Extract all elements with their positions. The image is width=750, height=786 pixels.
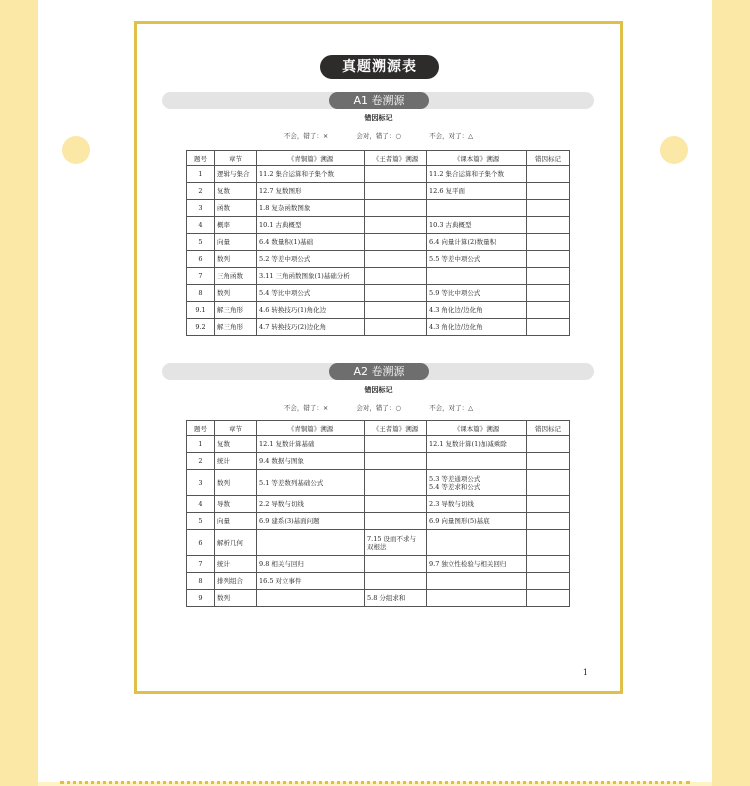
cell-king-source: [365, 251, 427, 268]
cell-king-source: 7.15 设而不求与 双根法: [365, 530, 427, 556]
cell-error-mark: [527, 436, 570, 453]
table-header-a1: [187, 151, 570, 166]
cell-bronze-source: 3.11 三角函数图象(1)基础分析: [257, 268, 365, 285]
cell-error-mark: [527, 268, 570, 285]
error-mark-heading-a2: 错因标记: [364, 385, 393, 394]
cell-king-source: [365, 285, 427, 302]
cell-chapter: 解三角形: [215, 302, 257, 319]
cell-question-no: 1: [187, 436, 215, 453]
cell-king-source: [365, 234, 427, 251]
cell-bronze-source: 12.7 复数图形: [257, 183, 365, 200]
cell-error-mark: [527, 573, 570, 590]
cell-error-mark: [527, 496, 570, 513]
cell-question-no: 7: [187, 556, 215, 573]
right-notch: [660, 136, 688, 164]
cell-error-mark: [527, 530, 570, 556]
table-header-a2: [187, 421, 570, 436]
cell-question-no: 4: [187, 496, 215, 513]
cell-chapter: 数列: [215, 251, 257, 268]
header-question-no: 题号: [187, 421, 215, 436]
cell-textbook-source: 9.7 独立性检验与相关回归: [427, 556, 527, 573]
table-row: [187, 302, 570, 319]
cell-king-source: [365, 513, 427, 530]
cell-error-mark: [527, 217, 570, 234]
cell-king-source: [365, 319, 427, 336]
cell-textbook-source: [427, 573, 527, 590]
cell-bronze-source: 5.2 等差中项公式: [257, 251, 365, 268]
cell-textbook-source: 4.3 角化边/边化角: [427, 319, 527, 336]
cell-king-source: [365, 183, 427, 200]
cell-bronze-source: 4.6 转换技巧(1)角化边: [257, 302, 365, 319]
page-title: 真题溯源表: [320, 55, 439, 79]
legend-a2: [137, 403, 620, 412]
cell-question-no: 6: [187, 530, 215, 556]
cell-chapter: 函数: [215, 200, 257, 217]
cell-question-no: 3: [187, 200, 215, 217]
cell-textbook-source: [427, 200, 527, 217]
header-bronze-source: 《青铜篇》溯源: [257, 151, 365, 166]
cell-king-source: [365, 217, 427, 234]
cell-chapter: 数列: [215, 470, 257, 496]
header-error-mark: 错因标记: [527, 421, 570, 436]
cell-textbook-source: 5.3 等差通项公式 5.4 等差求和公式: [427, 470, 527, 496]
cell-textbook-source: 6.9 向量图形(5)基底: [427, 513, 527, 530]
cell-error-mark: [527, 200, 570, 217]
table-row: [187, 319, 570, 336]
cell-king-source: [365, 453, 427, 470]
cell-textbook-source: 10.3 古典概型: [427, 217, 527, 234]
cell-bronze-source: [257, 590, 365, 607]
document-page: [134, 21, 623, 694]
cell-textbook-source: 6.4 向量计算(2)数量积: [427, 234, 527, 251]
table-row: [187, 436, 570, 453]
cell-king-source: [365, 573, 427, 590]
section-bar-a2: [162, 363, 594, 380]
cell-bronze-source: 16.5 对立事件: [257, 573, 365, 590]
cell-king-source: [365, 436, 427, 453]
header-king-source: 《王者篇》溯源: [365, 151, 427, 166]
cell-chapter: 解析几何: [215, 530, 257, 556]
table-row: [187, 268, 570, 285]
table-body-a2: [187, 436, 570, 607]
cell-chapter: 数列: [215, 590, 257, 607]
section-title-a2: A2 卷溯源: [329, 363, 429, 380]
cell-question-no: 8: [187, 285, 215, 302]
cell-king-source: [365, 166, 427, 183]
cell-bronze-source: 1.8 复杂函数图象: [257, 200, 365, 217]
cell-king-source: [365, 556, 427, 573]
table-row: [187, 200, 570, 217]
table-row: [187, 453, 570, 470]
cell-textbook-source: 4.3 角化边/边化角: [427, 302, 527, 319]
legend-item: 不会，错了：×: [283, 132, 329, 140]
cell-bronze-source: 5.1 等差数列基础公式: [257, 470, 365, 496]
cell-textbook-source: [427, 453, 527, 470]
cell-bronze-source: 6.9 建系(3)基面问题: [257, 513, 365, 530]
cell-chapter: 向量: [215, 513, 257, 530]
cell-question-no: 5: [187, 234, 215, 251]
cell-question-no: 5: [187, 513, 215, 530]
cell-error-mark: [527, 302, 570, 319]
cell-bronze-source: 4.7 转换技巧(2)边化角: [257, 319, 365, 336]
cell-error-mark: [527, 285, 570, 302]
cell-textbook-source: 2.3 导数与切线: [427, 496, 527, 513]
left-border-strip: [0, 0, 38, 786]
cell-textbook-source: 5.5 等差中项公式: [427, 251, 527, 268]
cell-question-no: 2: [187, 453, 215, 470]
cell-king-source: [365, 200, 427, 217]
cell-error-mark: [527, 590, 570, 607]
cell-question-no: 3: [187, 470, 215, 496]
cell-question-no: 4: [187, 217, 215, 234]
table-row: [187, 251, 570, 268]
table-row: [187, 530, 570, 556]
cell-question-no: 9: [187, 590, 215, 607]
legend-item: 会对，错了：○: [356, 404, 402, 412]
header-chapter: 章节: [215, 151, 257, 166]
cell-bronze-source: [257, 530, 365, 556]
table-row: [187, 234, 570, 251]
cell-question-no: 9.2: [187, 319, 215, 336]
cell-chapter: 三角函数: [215, 268, 257, 285]
header-question-no: 题号: [187, 151, 215, 166]
legend-a1: [137, 131, 620, 140]
cell-error-mark: [527, 513, 570, 530]
cell-question-no: 6: [187, 251, 215, 268]
table-row: [187, 285, 570, 302]
bottom-dotted-line: [60, 781, 690, 784]
cell-chapter: 逻辑与集合: [215, 166, 257, 183]
cell-error-mark: [527, 234, 570, 251]
header-textbook-source: 《课本篇》溯源: [427, 421, 527, 436]
cell-bronze-source: 2.2 导数与切线: [257, 496, 365, 513]
cell-error-mark: [527, 470, 570, 496]
cell-king-source: [365, 496, 427, 513]
cell-king-source: [365, 470, 427, 496]
table-row: [187, 573, 570, 590]
cell-chapter: 复数: [215, 183, 257, 200]
header-textbook-source: 《课本篇》溯源: [427, 151, 527, 166]
cell-bronze-source: 12.1 复数计算基础: [257, 436, 365, 453]
table-body-a1: [187, 166, 570, 336]
cell-bronze-source: 9.8 相关与回归: [257, 556, 365, 573]
error-mark-heading-a1: 错因标记: [364, 113, 393, 122]
table-row: [187, 470, 570, 496]
legend-item: 不会，对了：△: [429, 404, 474, 412]
header-chapter: 章节: [215, 421, 257, 436]
table-row: [187, 513, 570, 530]
cell-chapter: 概率: [215, 217, 257, 234]
cell-king-source: [365, 302, 427, 319]
legend-item: 会对，错了：○: [356, 132, 402, 140]
header-king-source: 《王者篇》溯源: [365, 421, 427, 436]
cell-bronze-source: 10.1 古典概型: [257, 217, 365, 234]
legend-item: 不会，错了：×: [283, 404, 329, 412]
table-row: [187, 556, 570, 573]
cell-textbook-source: 12.1 复数计算(1)加减乘除: [427, 436, 527, 453]
header-error-mark: 错因标记: [527, 151, 570, 166]
legend-item: 不会，对了：△: [429, 132, 474, 140]
cell-textbook-source: 12.6 复平面: [427, 183, 527, 200]
cell-textbook-source: [427, 590, 527, 607]
table-row: [187, 496, 570, 513]
cell-chapter: 数列: [215, 285, 257, 302]
cell-error-mark: [527, 453, 570, 470]
section-bar-a1: [162, 92, 594, 109]
table-row: [187, 183, 570, 200]
cell-chapter: 向量: [215, 234, 257, 251]
right-border-strip: [712, 0, 750, 786]
cell-textbook-source: 11.2 集合运算和子集个数: [427, 166, 527, 183]
source-table-a2: [186, 420, 570, 607]
cell-chapter: 解三角形: [215, 319, 257, 336]
cell-chapter: 复数: [215, 436, 257, 453]
cell-bronze-source: 9.4 数据与图象: [257, 453, 365, 470]
cell-question-no: 7: [187, 268, 215, 285]
cell-chapter: 统计: [215, 556, 257, 573]
header-bronze-source: 《青铜篇》溯源: [257, 421, 365, 436]
cell-textbook-source: [427, 530, 527, 556]
source-table-a1: [186, 150, 570, 336]
cell-textbook-source: 5.9 等比中项公式: [427, 285, 527, 302]
page-number: 1: [582, 668, 588, 677]
cell-error-mark: [527, 251, 570, 268]
cell-error-mark: [527, 319, 570, 336]
section-title-a1: A1 卷溯源: [329, 92, 429, 109]
cell-bronze-source: 6.4 数量积(1)基础: [257, 234, 365, 251]
cell-king-source: 5.8 分组求和: [365, 590, 427, 607]
cell-textbook-source: [427, 268, 527, 285]
cell-chapter: 统计: [215, 453, 257, 470]
table-row: [187, 590, 570, 607]
cell-error-mark: [527, 183, 570, 200]
left-notch: [62, 136, 90, 164]
cell-chapter: 排列组合: [215, 573, 257, 590]
cell-question-no: 1: [187, 166, 215, 183]
table-row: [187, 217, 570, 234]
cell-question-no: 2: [187, 183, 215, 200]
cell-question-no: 8: [187, 573, 215, 590]
table-row: [187, 166, 570, 183]
cell-error-mark: [527, 166, 570, 183]
cell-chapter: 导数: [215, 496, 257, 513]
cell-question-no: 9.1: [187, 302, 215, 319]
cell-bronze-source: 5.4 等比中项公式: [257, 285, 365, 302]
cell-king-source: [365, 268, 427, 285]
cell-bronze-source: 11.2 集合运算和子集个数: [257, 166, 365, 183]
cell-error-mark: [527, 556, 570, 573]
